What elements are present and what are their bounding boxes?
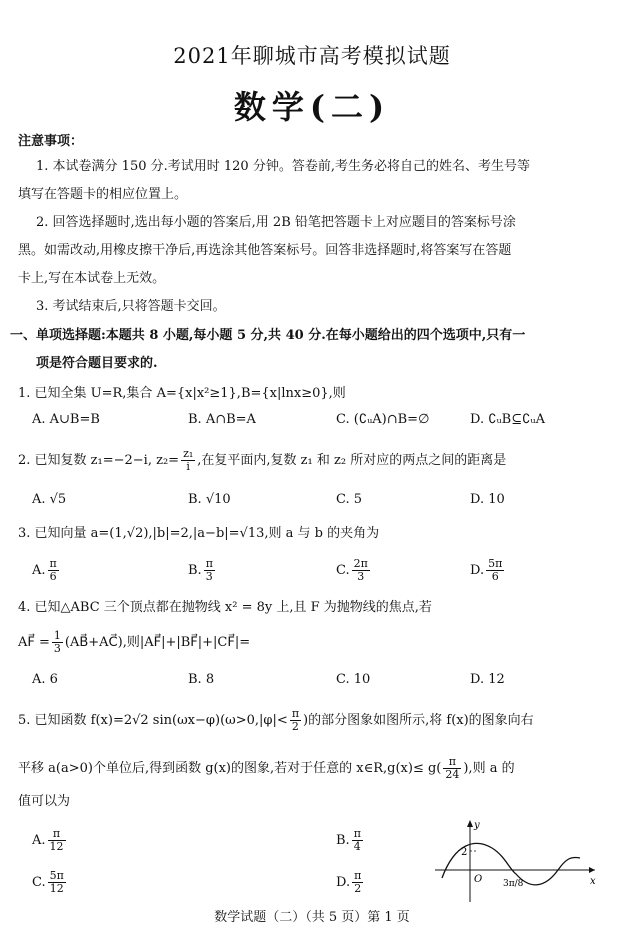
- notice-item2-line3: 卡上,写在本试卷上无效。: [18, 271, 166, 286]
- q2-stem-post: ,在复平面内,复数 z₁ 和 z₂ 所对应的两点之间的距离是: [197, 453, 507, 468]
- q3-a-letter: A.: [32, 563, 46, 578]
- q3-d-letter: D.: [470, 563, 485, 578]
- q5-c-den: 12: [49, 882, 64, 895]
- q5-c-frac: [48, 870, 66, 895]
- x-axis-arrow: [589, 867, 595, 873]
- graph-x-label: x: [590, 876, 596, 887]
- q5-a-den: 12: [49, 840, 64, 853]
- q4-frac-den: 3: [53, 642, 61, 655]
- q5-stem-line2: [18, 756, 606, 781]
- q5-d-den: 2: [354, 882, 362, 895]
- q5-option-d: [336, 870, 365, 895]
- q5-stem-line1: [18, 708, 606, 733]
- graph-y-tick: 2: [461, 847, 468, 858]
- q4-fraction: [52, 630, 63, 655]
- q3-c-num: 2π: [353, 557, 368, 570]
- q4-frac-num: 1: [53, 629, 61, 642]
- q5-b-num: π: [353, 827, 361, 840]
- q5-option-c: [32, 870, 68, 895]
- notice-item2-line1: 2. 回答选择题时,选出每小题的答案后,用 2B 铅笔把答题卡上对应题目的答案标号涂: [36, 215, 516, 230]
- q3-stem: 3. 已知向量 a=(1,√2),|b|=2,|a−b|=√13,则 a 与 b 的夹角为: [18, 526, 380, 541]
- q5-stem1-frac: [290, 708, 301, 733]
- q3-d-den: 6: [491, 570, 499, 583]
- q4-option-c: C. 10: [336, 672, 371, 687]
- q5-a-frac: [48, 828, 66, 853]
- q4-option-a: A. 6: [32, 672, 58, 687]
- q5-stem2-den: 24: [445, 768, 460, 781]
- q2-frac-den: i: [186, 460, 190, 473]
- q5-d-letter: D.: [336, 875, 351, 890]
- q5-a-num: π: [48, 828, 66, 841]
- q5-option-b: [336, 828, 365, 853]
- q5-d-frac: [352, 870, 363, 895]
- q4-option-d: D. 12: [470, 672, 505, 687]
- y-axis-arrow: [467, 820, 473, 827]
- q4-option-b: B. 8: [188, 672, 215, 687]
- q1-option-c: C. (∁ᵤA)∩B=∅: [336, 412, 430, 427]
- graph-y-label: y: [474, 820, 480, 831]
- q2-option-d: D. 10: [470, 492, 505, 507]
- q4-stem2-post: (AB⃗+AC⃗),则|AF⃗|+|BF⃗|+|CF⃗|=: [64, 635, 251, 650]
- q3-c-den: 3: [357, 570, 365, 583]
- q5-b-den: 4: [353, 840, 361, 853]
- section1-line1: 一、单项选择题:本题共 8 小题,每小题 5 分,共 40 分.在每小题给出的四个选项中,只有一: [10, 328, 526, 343]
- q3-d-num: 5π: [488, 557, 503, 570]
- q1-option-b: B. A∩B=A: [188, 412, 256, 427]
- q5-stem2-num: π: [443, 756, 461, 769]
- q5-stem1-num: π: [291, 707, 300, 720]
- subject-title: 数学(二): [233, 88, 391, 126]
- q5-stem2-frac: [443, 756, 461, 781]
- q5-stem1-pre: 5. 已知函数 f(x)=2√2 sin(ωx−φ)(ω>0,|φ|<: [18, 713, 288, 728]
- notice-item1-line2: 填写在答题卡的相应位置上。: [18, 187, 188, 202]
- q3-option-d: [470, 558, 506, 583]
- q5-c-num: 5π: [49, 869, 64, 882]
- q3-option-a: [32, 558, 61, 583]
- q1-option-d: D. ∁ᵤB⊆∁ᵤA: [470, 412, 545, 427]
- q3-b-den: 3: [205, 570, 213, 583]
- q2-frac-num: z₁: [183, 447, 194, 460]
- q5-d-num: π: [354, 869, 362, 882]
- q3-a-num: π: [49, 557, 57, 570]
- q3-c-frac: [352, 558, 370, 583]
- q3-b-frac: [204, 558, 215, 583]
- q3-option-c: [336, 558, 372, 583]
- q5-a-letter: A.: [32, 833, 46, 848]
- q2-option-c: C. 5: [336, 492, 363, 507]
- q2-stem-pre: 2. 已知复数 z₁=−2−i, z₂=: [18, 453, 180, 468]
- q3-a-frac: [48, 558, 59, 583]
- graph-x-tick: 3π/8: [503, 879, 524, 889]
- exam-title: 2021年聊城市高考模拟试题: [173, 44, 451, 68]
- notice-item3: 3. 考试结束后,只将答题卡交回。: [36, 299, 226, 314]
- q4-stem-line2: [18, 630, 606, 655]
- q4-stem2-pre: AF⃗ =: [18, 635, 50, 650]
- q5-stem2-post: ),则 a 的: [463, 761, 515, 776]
- q3-b-num: π: [205, 557, 213, 570]
- q3-a-den: 6: [49, 570, 57, 583]
- q5-b-frac: [352, 828, 363, 853]
- q1-option-a: A. A∪B=B: [32, 412, 100, 427]
- q5-c-letter: C.: [32, 875, 46, 890]
- q5-option-a: [32, 828, 68, 853]
- notice-item1-line1: 1. 本试卷满分 150 分.考试用时 120 分钟。答卷前,考生务必将自己的姓名、考生号等: [36, 159, 530, 174]
- q3-b-letter: B.: [188, 563, 202, 578]
- q1-stem: 1. 已知全集 U=R,集合 A={x|x²≥1},B={x|lnx≥0},则: [18, 386, 346, 401]
- q3-d-frac: [486, 558, 504, 583]
- q2-option-b: B. √10: [188, 492, 231, 507]
- q5-stem-line3: 值可以为: [18, 794, 71, 809]
- q5-stem2-pre: 平移 a(a>0)个单位后,得到函数 g(x)的图象,若对于任意的 x∈R,g(x)≤ g(: [18, 761, 442, 776]
- q5-stem1-post: )的部分图象如图所示,将 f(x)的图象向右: [303, 713, 534, 728]
- q2-option-a: A. √5: [32, 492, 67, 507]
- graph-origin: O: [474, 874, 483, 885]
- q5-function-graph: [430, 818, 600, 903]
- section1-line2: 项是符合题目要求的.: [36, 356, 158, 371]
- q4-stem-line1: 4. 已知△ABC 三个顶点都在抛物线 x² = 8y 上,且 F 为抛物线的焦点,若: [18, 600, 432, 615]
- q5-b-letter: B.: [336, 833, 350, 848]
- q2-fraction: [181, 448, 195, 473]
- notice-item2-line2: 黑。如需改动,用橡皮擦干净后,再选涂其他答案标号。回答非选择题时,将答案写在答题: [18, 243, 512, 258]
- page-footer: 数学试题（二）（共 5 页）第 1 页: [214, 910, 410, 925]
- q3-option-b: [188, 558, 217, 583]
- q5-stem1-den: 2: [291, 720, 299, 733]
- q2-stem: [18, 448, 606, 473]
- q3-c-letter: C.: [336, 563, 350, 578]
- notice-heading: 注意事项：: [18, 134, 84, 149]
